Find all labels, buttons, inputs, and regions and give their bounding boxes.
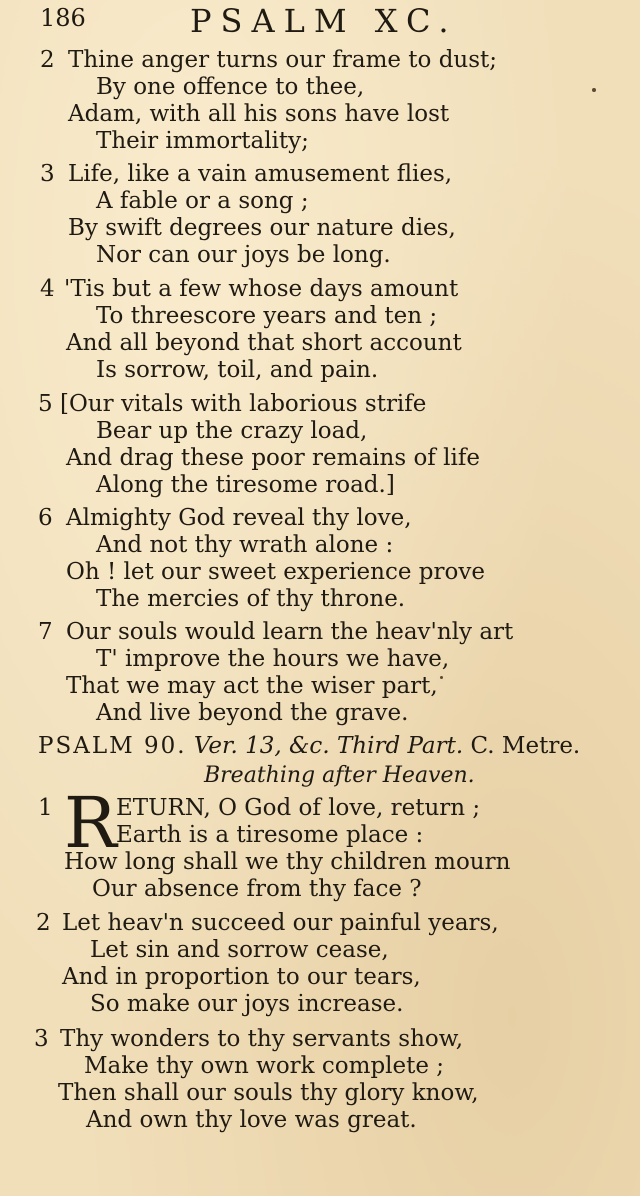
page-header: [40, 4, 600, 44]
verse-line: To threescore years and ten ;: [96, 303, 438, 329]
stanza-number: 3: [40, 161, 55, 187]
verse-line: Our absence from thy face ?: [92, 876, 422, 902]
verse-line: That we may act the wiser part,: [66, 673, 438, 699]
verse-line: Our souls would learn the heav'nly art: [66, 619, 514, 645]
drop-cap: R: [64, 782, 117, 864]
verse-line: Let heav'n succeed our painful years,: [62, 910, 499, 936]
verse-line: How long shall we thy children mourn: [64, 849, 511, 875]
paper-speck: [592, 88, 596, 92]
verse-line: ETURN, O God of love, return ;: [116, 795, 481, 821]
running-title: PSALM XC.: [190, 2, 458, 40]
page-number: 186: [40, 4, 86, 32]
verse-line: Bear up the crazy load,: [96, 418, 368, 444]
stanza-number: 6: [38, 505, 53, 531]
stanza-number: 7: [38, 619, 53, 645]
verse-line: By swift degrees our nature dies,: [68, 215, 456, 241]
section-heading: [38, 732, 580, 760]
stanza-number: 4: [40, 276, 55, 302]
verse-line: And own thy love was great.: [86, 1107, 417, 1133]
section-subtitle: Breathing after Heaven.: [204, 763, 475, 788]
verse-line: Nor can our joys be long.: [96, 242, 391, 268]
verse-line: Their immortality;: [96, 128, 309, 154]
verse-line: Thy wonders to thy servants show,: [60, 1026, 464, 1052]
verse-line: The mercies of thy throne.: [96, 586, 406, 612]
stanza-number: 2: [40, 47, 55, 73]
verse-line: And live beyond the grave.: [96, 700, 409, 726]
verse-line: By one offence to thee,: [96, 74, 365, 100]
verse-line: Almighty God reveal thy love,: [66, 505, 412, 531]
verse-line: Along the tiresome road.]: [96, 472, 395, 498]
part-label: Third Part.: [336, 733, 464, 759]
verse-line: 'Tis but a few whose days amount: [64, 276, 459, 302]
verse-line: Thine anger turns our frame to dust;: [68, 47, 498, 73]
metre-label: C. Metre.: [470, 733, 581, 759]
verse-line: Oh ! let our sweet experience prove: [66, 559, 485, 585]
verse-line: [Our vitals with laborious strife: [60, 391, 427, 417]
verse-line: Let sin and sorrow cease,: [90, 937, 389, 963]
verse-line: Life, like a vain amusement flies,: [68, 161, 453, 187]
verse-line: And not thy wrath alone :: [96, 532, 394, 558]
verse-line: And drag these poor remains of life: [66, 445, 480, 471]
verse-range: Ver. 13, &c.: [193, 733, 330, 759]
psalm-label: PSALM 90.: [38, 733, 187, 759]
verse-line: Earth is a tiresome place :: [116, 822, 424, 848]
verse-line: T' improve the hours we have,: [96, 646, 450, 672]
verse-line: So make our joys increase.: [90, 991, 404, 1017]
verse-line: And in proportion to our tears,: [62, 964, 421, 990]
stanza-number: 5: [38, 391, 53, 417]
verse-line: And all beyond that short account: [66, 330, 462, 356]
stanza-number: 1: [38, 795, 53, 821]
stanza-number: 3: [34, 1026, 49, 1052]
verse-line: A fable or a song ;: [96, 188, 309, 214]
verse-line: Then shall our souls thy glory know,: [58, 1080, 479, 1106]
paper-speck: [440, 676, 443, 679]
verse-line: Is sorrow, toil, and pain.: [96, 357, 379, 383]
stanza-number: 2: [36, 910, 51, 936]
verse-line: Make thy own work complete ;: [84, 1053, 445, 1079]
verse-line: Adam, with all his sons have lost: [68, 101, 450, 127]
